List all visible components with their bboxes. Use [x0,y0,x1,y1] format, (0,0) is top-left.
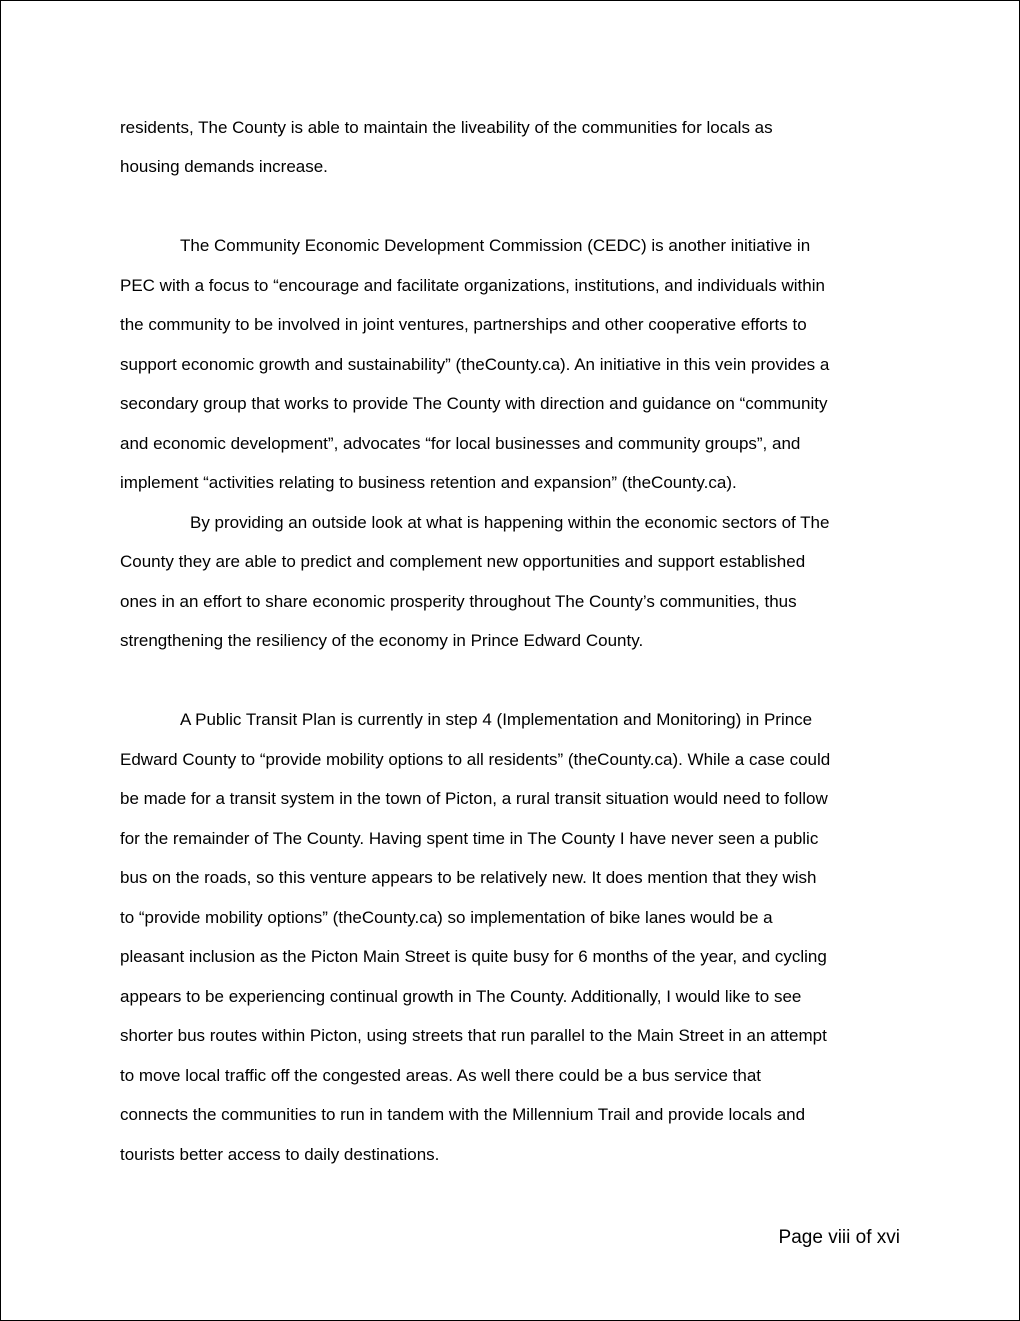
text-line: The Community Economic Development Commission (CEDC) is another initiative in [180,236,811,255]
text-line: strengthening the resiliency of the economy in Prince Edward County. [120,631,644,650]
text-line: By providing an outside look at what is happening within the economic sectors of The [190,513,830,532]
text-line: to move local traffic off the congested areas. As well there could be a bus service that [120,1066,762,1085]
text-line: A Public Transit Plan is currently in step 4 (Implementation and Monitoring) in Prince [180,710,813,729]
text-line: shorter bus routes within Picton, using streets that run parallel to the Main Street in an attempt [120,1026,827,1045]
text-line: be made for a transit system in the town of Picton, a rural transit situation would need to follow [120,789,828,808]
text-line: implement “activities relating to business retention and expansion” (theCounty.ca). [120,473,737,492]
text-line: ones in an effort to share economic prosperity throughout The County’s communities, thus [120,592,797,611]
text-line: support economic growth and sustainability” (theCounty.ca). An initiative in this vein provides a [120,355,830,374]
text-line: bus on the roads, so this venture appears to be relatively new. It does mention that they wish [120,868,817,887]
text-line: tourists better access to daily destinations. [120,1145,440,1164]
text-line: the community to be involved in joint ventures, partnerships and other cooperative efforts to [120,315,807,334]
text-line: Edward County to “provide mobility options to all residents” (theCounty.ca). While a case could [120,750,831,769]
text-line: and economic development”, advocates “for local businesses and community groups”, and [120,434,801,453]
text-line: for the remainder of The County. Having spent time in The County I have never seen a public [120,829,819,848]
text-line: PEC with a focus to “encourage and facilitate organizations, institutions, and individuals within [120,276,825,295]
text-line: pleasant inclusion as the Picton Main Street is quite busy for 6 months of the year, and cycling [120,947,827,966]
text-line: County they are able to predict and complement new opportunities and support established [120,552,806,571]
text-line: to “provide mobility options” (theCounty.ca) so implementation of bike lanes would be a [120,908,773,927]
text-line: residents, The County is able to maintain the liveability of the communities for locals as [120,118,773,137]
page-number: Page viii of xvi [778,1227,900,1248]
text-line: housing demands increase. [120,157,328,176]
text-line: secondary group that works to provide The County with direction and guidance on “community [120,394,828,413]
text-line: connects the communities to run in tandem with the Millennium Trail and provide locals and [120,1105,806,1124]
text-line: appears to be experiencing continual growth in The County. Additionally, I would like to see [120,987,802,1006]
